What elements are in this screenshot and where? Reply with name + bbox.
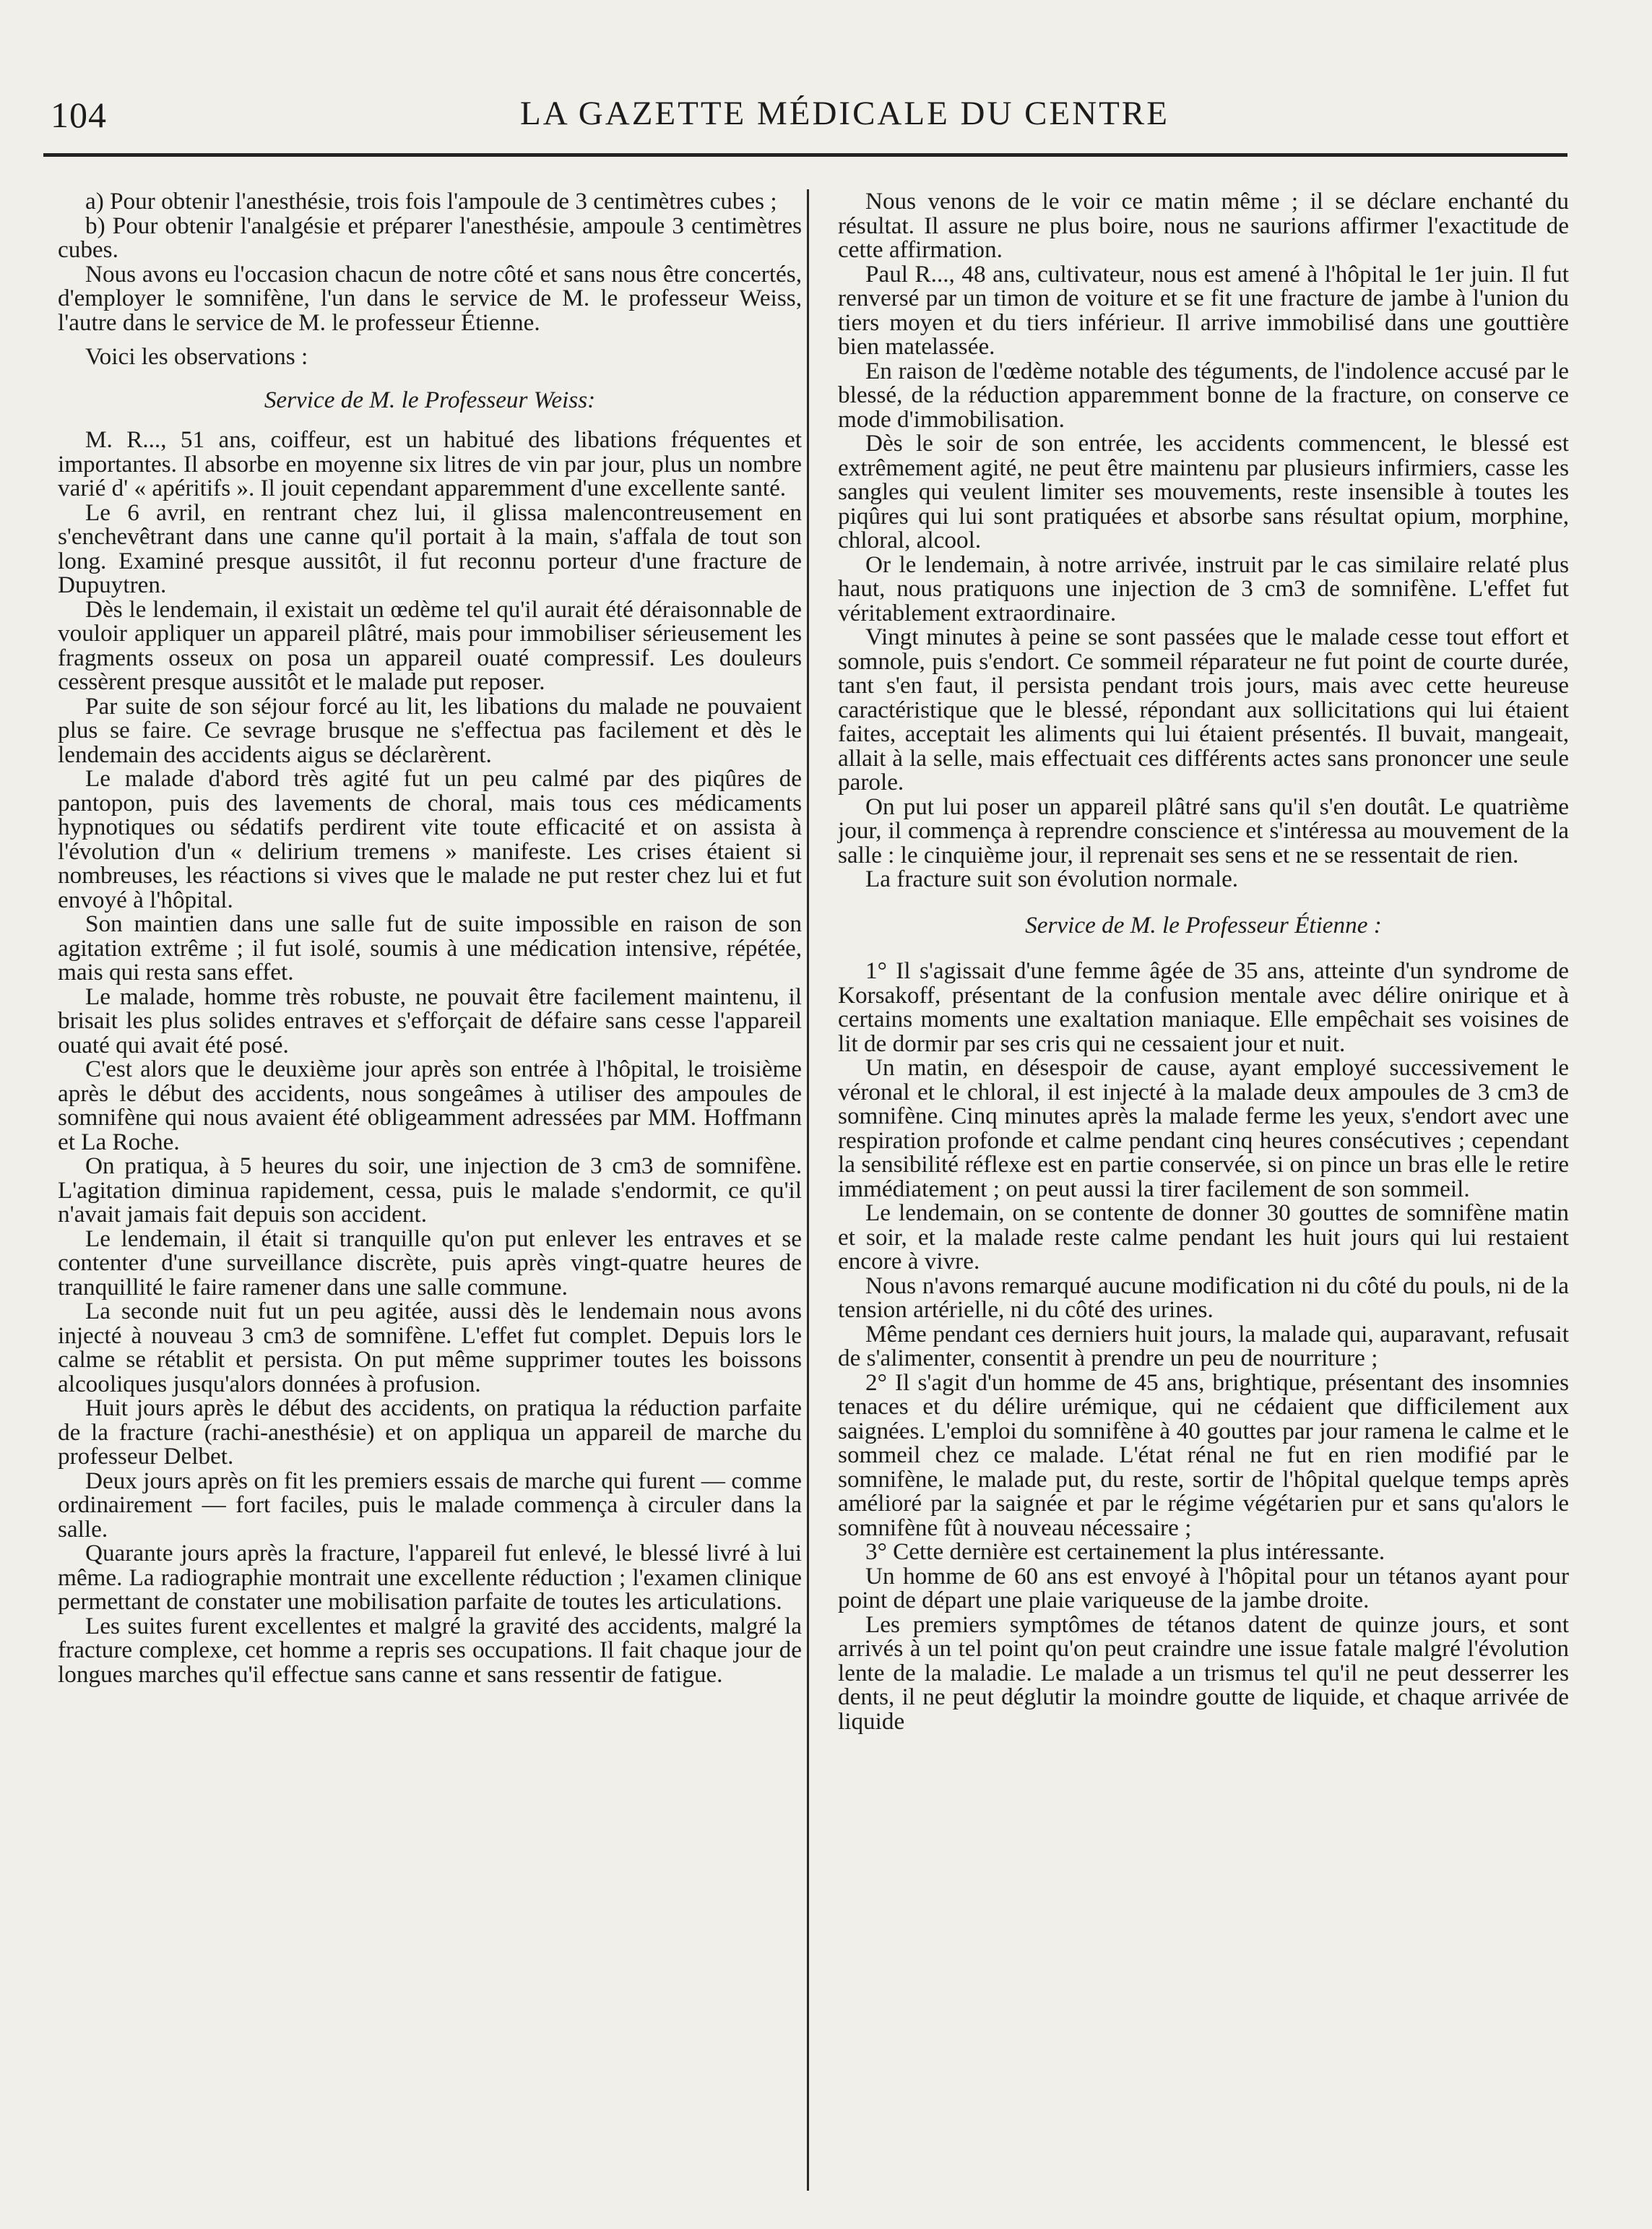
paragraph: En raison de l'œdème notable des téguments, de l'indolence accusé par le blessé, de la réduction apparemment bonne de la fracture, on conserve ce mode d'immobilisation. xyxy=(838,357,1569,433)
paragraph: Le 6 avril, en rentrant chez lui, il glissa malencontreusement en s'enchevêtrant dans une canne qu'il portait à la main, s'affala de tout son long. Examiné presque aussitôt, il fut reconnu porteur d'une fracture de Dupuytren. xyxy=(58,499,802,598)
paragraph: Un matin, en désespoir de cause, ayant employé successivement le véronal et le chloral, il est injecté à la malade deux ampoules de 3 cm3 de somnifène. Cinq minutes après la malade ferme les yeux, s'endort avec une respiration profonde et calme pendant cinq heures consécutives ; cependant la sensibilité réflexe est en partie conservée, si on pince un bras elle le retire immédiatement ; on peut aussi la tirer facilement de son sommeil. xyxy=(838,1054,1569,1202)
paragraph: Son maintien dans une salle fut de suite impossible en raison de son agitation extrême ; il fut isolé, soumis à une médication intensive, répétée, mais qui resta sans effet. xyxy=(58,910,802,986)
paragraph: Or le lendemain, à notre arrivée, instruit par le cas similaire relaté plus haut, nous pratiquons une injection de 3 cm3 de somnifène. L'effet fut véritablement extraordinaire. xyxy=(838,551,1569,626)
journal-title: LA GAZETTE MÉDICALE DU CENTRE xyxy=(520,95,1169,132)
column-divider xyxy=(807,189,809,2191)
paragraph: Nous venons de le voir ce matin même ; il se déclare enchanté du résultat. Il assure ne plus boire, nous ne saurions affirmer l'exactitude de cette affirmation. xyxy=(838,188,1569,263)
right-column xyxy=(838,189,1569,1733)
paragraph: Les suites furent excellentes et malgré la gravité des accidents, malgré la fracture complexe, cet homme a repris ses occupations. Il fait chaque jour de longues marches qu'il effectue sans canne et sans ressentir de fatigue. xyxy=(58,1612,802,1688)
paragraph: 1° Il s'agissait d'une femme âgée de 35 ans, atteinte d'un syndrome de Korsakoff, présentant de la confusion mentale avec délire onirique et à certains moments une exaltation maniaque. Elle empêchait ses voisines de lit de dormir par ses cris qui ne cessaient jour et nuit. xyxy=(838,957,1569,1057)
paragraph: On pratiqua, à 5 heures du soir, une injection de 3 cm3 de somnifène. L'agitation diminua rapidement, cessa, puis le malade s'endormit, ce qu'il n'avait jamais fait depuis son accident. xyxy=(58,1152,802,1228)
paragraph: Dès le lendemain, il existait un œdème tel qu'il aurait été déraisonnable de vouloir appliquer un appareil plâtré, mais pour immobiliser sérieusement les fragments osseux on posa un appareil ouaté compressif. Les douleurs cessèrent presque aussitôt et le malade put reposer. xyxy=(58,595,802,695)
paragraph: Nous n'avons remarqué aucune modification ni du côté du pouls, ni de la tension artérielle, ni du côté des urines. xyxy=(838,1272,1569,1323)
paragraph: On put lui poser un appareil plâtré sans qu'il s'en doutât. Le quatrième jour, il commença à reprendre conscience et s'intéressa au mouvement de la salle : le cinquième jour, il reprenait ses sens et ne se ressentait de rien. xyxy=(838,793,1569,868)
paragraph: Dès le soir de son entrée, les accidents commencent, le blessé est extrêmement agité, ne peut être maintenu par plusieurs infirmiers, casse les sangles qui veulent limiter ses mouvements, reste insensible à toutes les piqûres qui lui sont pratiquées et absorbe sans résultat opium, morphine, chloral, alcool. xyxy=(838,430,1569,553)
paragraph: Les premiers symptômes de tétanos datent de quinze jours, et sont arrivés à un tel point qu'on peut craindre une issue fatale malgré l'évolution lente de la maladie. Le malade a un trismus tel qu'il ne peut desserrer les dents, il ne peut déglutir la moindre goutte de liquide, et chaque arrivée de liquide xyxy=(838,1611,1569,1735)
paragraph: Même pendant ces derniers huit jours, la malade qui, auparavant, refusait de s'alimenter, consentit à prendre un peu de nourriture ; xyxy=(838,1320,1569,1371)
paragraph: Le lendemain, on se contente de donner 30 gouttes de somnifène matin et soir, et la malade reste calme pendant les huit jours qui lui restaient encore à vivre. xyxy=(838,1199,1569,1275)
paragraph: Vingt minutes à peine se sont passées que le malade cesse tout effort et somnole, puis s'endort. Ce sommeil réparateur ne fut point de courte durée, tant s'en faut, il persista pendant trois jours, mais avec cette heureuse caractéristique que le blessé, répondant aux sollicitations qui lui étaient faites, acceptait les aliments qui lui étaient présentés. Il buvait, mangeait, allait à la selle, mais effectuait ces différents actes sans prononcer une seule parole. xyxy=(838,624,1569,796)
paragraph: C'est alors que le deuxième jour après son entrée à l'hôpital, le troisième après le début des accidents, nous songeâmes à utiliser des ampoules de somnifène qui nous avaient été obligeamment adressées par MM. Hoffmann et La Roche. xyxy=(58,1056,802,1155)
paragraph: Nous avons eu l'occasion chacun de notre côté et sans nous être concertés, d'employer le somnifène, l'un dans le service de M. le professeur Weiss, l'autre dans le service de M. le professeur Étienne. xyxy=(58,260,802,336)
paragraph: Par suite de son séjour forcé au lit, les libations du malade ne pouvaient plus se faire. Ce sevrage brusque ne s'effectua pas facilement et dès le lendemain des accidents aigus se déclarèrent. xyxy=(58,692,802,768)
paragraph: Deux jours après on fit les premiers essais de marche qui furent — comme ordinairement — fort faciles, puis le malade commença à circuler dans la salle. xyxy=(58,1467,802,1543)
paragraph: Paul R..., 48 ans, cultivateur, nous est amené à l'hôpital le 1er juin. Il fut renversé par un timon de voiture et se fit une fracture de jambe à l'union du tiers moyen et du tiers inférieur. Il arrive immobilisé dans une gouttière bien matelassée. xyxy=(838,260,1569,360)
page-header xyxy=(51,78,1564,150)
page-number: 104 xyxy=(51,95,107,135)
paragraph: b) Pour obtenir l'analgésie et préparer l'anesthésie, ampoule 3 centimètres cubes. xyxy=(58,212,802,263)
paragraph: La fracture suit son évolution normale. xyxy=(865,866,1239,892)
paragraph: Le malade, homme très robuste, ne pouvait être facilement maintenu, il brisait les plus solides entraves et s'efforçait de défaire sans cesse l'appareil ouaté qui avait été posé. xyxy=(58,983,802,1059)
paragraph: Le lendemain, il était si tranquille qu'on put enlever les entraves et se contenter d'une surveillance discrète, puis après vingt-quatre heures de tranquillité le faire ramener dans une salle commune. xyxy=(58,1225,802,1301)
section-heading-etienne: Service de M. le Professeur Étienne : xyxy=(1025,911,1382,939)
paragraph: Huit jours après le début des accidents, on pratiqua la réduction parfaite de la fracture (rachi-anesthésie) et on appliqua un appareil de marche du professeur Delbet. xyxy=(58,1394,802,1470)
paragraph: 2° Il s'agit d'un homme de 45 ans, brightique, présentant des insomnies tenaces et du délire urémique, qui ne cédaient que difficilement aux saignées. L'emploi du somnifène à 40 gouttes par jour ramena le calme et le sommeil chez ce malade. L'état rénal ne fut en rien modifié par le somnifène, le malade put, du reste, sortir de l'hôpital quelque temps après amélioré par la saignée et par le régime végétarien pur et sans qu'alors le somnifène fût à nouveau nécessaire ; xyxy=(838,1368,1569,1541)
section-heading-weiss: Service de M. le Professeur Weiss: xyxy=(264,386,596,413)
paragraph: Le malade d'abord très agité fut un peu calmé par des piqûres de pantopon, puis des lavements de choral, mais tous ces médicaments hypnotiques ou sédatifs perdirent vite toute efficacité et on assista à l'évolution d'un « delirium tremens » manifeste. Les crises étaient si nombreuses, les réactions si vives que le malade ne put rester chez lui et fut envoyé à l'hôpital. xyxy=(58,765,802,913)
paragraph: Quarante jours après la fracture, l'appareil fut enlevé, le blessé livré à lui même. La radiographie montrait une excellente réduction ; l'examen clinique permettant de constater une mobilisation parfaite de toutes les articulations. xyxy=(58,1540,802,1615)
paragraph: Voici les observations : xyxy=(85,343,308,370)
left-column xyxy=(58,189,802,1686)
paragraph: 3° Cette dernière est certainement la plus intéressante. xyxy=(865,1538,1385,1565)
paragraph: M. R..., 51 ans, coiffeur, est un habitué des libations fréquentes et importantes. Il absorbe en moyenne six litres de vin par jour, plus un nombre varié d' « apéritifs ». Il jouit cependant apparemment d'une excellente santé. xyxy=(58,426,802,501)
paragraph: La seconde nuit fut un peu agitée, aussi dès le lendemain nous avons injecté à nouveau 3 cm3 de somnifène. L'effet fut complet. Depuis lors le calme se rétablit et persista. On put même supprimer toutes les boissons alcooliques jusqu'alors données à profusion. xyxy=(58,1298,802,1397)
paragraph: a) Pour obtenir l'anesthésie, trois fois l'ampoule de 3 centimètres cubes ; xyxy=(85,188,777,215)
header-rule xyxy=(43,153,1567,157)
paragraph: Un homme de 60 ans est envoyé à l'hôpital pour un tétanos ayant pour point de départ une plaie variqueuse de la jambe droite. xyxy=(838,1562,1569,1613)
